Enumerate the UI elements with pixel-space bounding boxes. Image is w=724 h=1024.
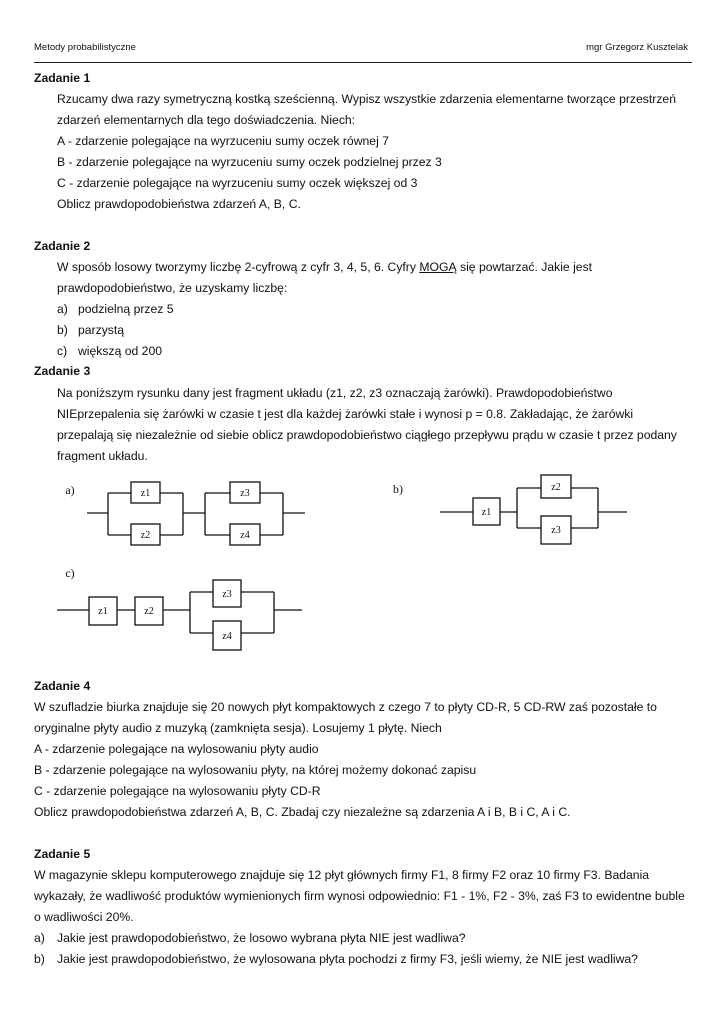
task4-line3: A - zdarzenie polegające na wylosowaniu płyty audio — [34, 742, 319, 756]
task1-title: Zadanie 1 — [34, 71, 91, 85]
task1-event-c: C - zdarzenie polegające na wyrzuceniu sumy oczek większej od 3 — [57, 176, 418, 190]
task3-line3: przepalają się niezależnie od siebie oblicz prawdopodobieństwo ciągłego przepływu prądu w czasie t przez podany — [57, 428, 677, 442]
task5-title: Zadanie 5 — [34, 847, 91, 861]
task4-line6: Oblicz prawdopodobieństwa zdarzeń A, B, C. Zbadaj czy niezależne są zdarzenia A i B, B i C, A i C. — [34, 805, 571, 819]
circuit-a — [87, 482, 305, 545]
task2-item-label: b) — [57, 323, 68, 337]
bulb-label: z1 — [481, 507, 492, 518]
task4-line2: oryginalne płyty audio z muzyką (zamknięta sesja). Losujemy 1 płytę. Niech — [34, 721, 442, 735]
task1-question: Oblicz prawdopodobieństwa zdarzeń A, B, C. — [57, 197, 301, 211]
task2-item-text: większą od 200 — [78, 344, 163, 358]
task5-line2: wykazały, że wadliwość produktów wymienionych firm wynosi odpowiednio: F1 - 1%, F2 - 3%, zaś F3 to ewidentne buble — [34, 889, 685, 903]
task2-title: Zadanie 2 — [34, 239, 91, 253]
bulb-label: z2 — [140, 530, 151, 541]
task3-line2: NIEprzepalenia się żarówki w czasie t jest dla każdej żarówki stałe i wynosi p = 0.8. Zakładając, że żarówki — [57, 407, 634, 421]
task5-item-text: Jakie jest prawdopodobieństwo, że losowo wybrana płyta NIE jest wadliwa? — [57, 931, 466, 945]
task1-line2: zdarzeń elementarnych dla tego doświadczenia. Niech: — [57, 113, 356, 127]
task3-line1: Na poniższym rysunku dany jest fragment układu (z1, z2, z3 oznaczają żarówki). Prawdopodobieństwo — [57, 386, 613, 400]
bulb-label: z1 — [98, 606, 108, 617]
task1-event-a: A - zdarzenie polegające na wyrzuceniu sumy oczek równej 7 — [57, 134, 389, 148]
task2-line2: prawdopodobieństwo, że uzyskamy liczbę: — [57, 281, 288, 295]
task1-line1: Rzucamy dwa razy symetryczną kostką sześcienną. Wypisz wszystkie zdarzenia elementarne tworzące przestrzeń — [57, 92, 676, 106]
task4-line1: W szufladzie biurka znajduje się 20 nowych płyt kompaktowych z czego 7 to płyty CD-R, 5 CD-RW zaś pozostałe to — [34, 700, 657, 714]
task2-item-label: c) — [57, 344, 68, 358]
task2-line1: W sposób losowy tworzymy liczbę 2-cyfrową z cyfr 3, 4, 5, 6. Cyfry MOGĄ się powtarzać. Jakie jest — [57, 260, 593, 274]
circuit-c-label: c) — [65, 566, 75, 580]
task2-emphasis: MOGĄ — [419, 260, 457, 274]
task2-item-text: parzystą — [78, 323, 125, 337]
header-left: Metody probabilistyczne — [34, 42, 136, 53]
bulb-label: z3 — [222, 589, 232, 600]
circuit-b — [440, 475, 627, 544]
task5-item-text: Jakie jest prawdopodobieństwo, że wylosowana płyta pochodzi z firmy F3, jeśli wiemy, że NIE jest wadliwa? — [57, 952, 638, 966]
task2-item-label: a) — [57, 302, 68, 316]
task2-item-text: podzielną przez 5 — [78, 302, 174, 316]
task5-line3: o wadliwości 20%. — [34, 910, 134, 924]
bulb-label: z2 — [551, 482, 561, 493]
task5-line1: W magazynie sklepu komputerowego znajduje się 12 płyt głównych firmy F1, 8 firmy F2 oraz 10 firmy F3. Badania — [34, 868, 650, 882]
task5-item-label: b) — [34, 952, 45, 966]
task3-line4: fragment układu. — [57, 449, 148, 463]
circuit-c — [57, 580, 302, 650]
task5-item-label: a) — [34, 931, 45, 945]
bulb-label: z4 — [240, 530, 250, 541]
bulb-label: z2 — [144, 606, 154, 617]
task4-line5: C - zdarzenie polegające na wylosowaniu płyty CD-R — [34, 784, 321, 798]
circuit-b-label: b) — [393, 482, 403, 496]
task4-line4: B - zdarzenie polegające na wylosowaniu płyty, na której możemy dokonać zapisu — [34, 763, 477, 777]
task4-title: Zadanie 4 — [34, 679, 91, 693]
circuit-a-label: a) — [65, 483, 75, 497]
bulb-label: z4 — [222, 631, 232, 642]
header-right: mgr Grzegorz Kusztelak — [586, 42, 688, 53]
bulb-label: z3 — [240, 488, 250, 499]
bulb-label: z3 — [551, 525, 561, 536]
bulb-label: z1 — [140, 488, 151, 499]
task3-title: Zadanie 3 — [34, 364, 91, 378]
task1-event-b: B - zdarzenie polegające na wyrzuceniu sumy oczek podzielnej przez 3 — [57, 155, 442, 169]
